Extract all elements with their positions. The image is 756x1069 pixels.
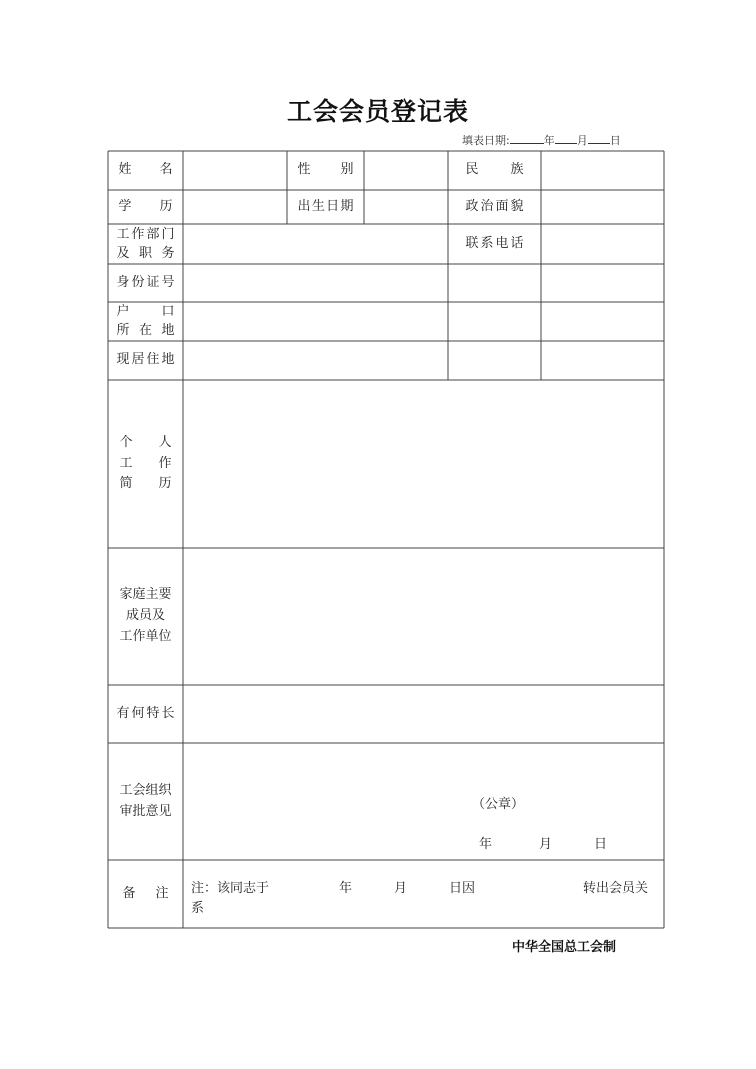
- remarks-year: 年: [339, 881, 353, 896]
- education-input[interactable]: [183, 190, 287, 224]
- approval-year: 年: [479, 837, 493, 852]
- approval-seal: （公章）: [472, 797, 525, 812]
- remarks-transfer: 转出会员关: [583, 881, 649, 896]
- fill-date-month-blank[interactable]: [555, 132, 577, 144]
- label-ethnicity: 民 族: [465, 162, 524, 178]
- label-approval-line2: 审批意见: [119, 803, 172, 819]
- id-number-input[interactable]: [183, 264, 448, 302]
- label-hukou: [108, 302, 183, 341]
- phone-input[interactable]: [541, 224, 664, 264]
- label-residence: 现居住地: [116, 352, 175, 368]
- fill-date-month: 月: [576, 134, 588, 147]
- label-department-line2: 及 职 务: [116, 246, 175, 261]
- label-gender: 性 别: [297, 162, 354, 178]
- gender-input[interactable]: [364, 151, 448, 190]
- label-name: 姓 名: [118, 162, 173, 178]
- remarks-prefix: 注：该同志于: [191, 881, 270, 896]
- label-approval-line1: 工会组织: [119, 782, 172, 798]
- fill-date-day: 日: [609, 134, 621, 147]
- blank-cell-r6c3[interactable]: [448, 341, 541, 380]
- fill-date: [462, 132, 621, 148]
- department-position-input[interactable]: [183, 224, 448, 264]
- label-political-status: 政治面貌: [465, 198, 524, 214]
- political-status-input[interactable]: [541, 190, 664, 224]
- blank-cell-r5c4[interactable]: [541, 302, 664, 341]
- label-birth-date: 出生日期: [297, 198, 354, 214]
- label-family-line2: 成员及: [125, 608, 165, 624]
- label-resume: [108, 380, 183, 548]
- label-resume-line3: 简 历: [119, 476, 172, 492]
- label-family-line3: 工作单位: [119, 628, 172, 644]
- label-family: [108, 548, 183, 685]
- fill-date-label: 填表日期:: [462, 134, 510, 147]
- approval-month: 月: [539, 837, 553, 852]
- fill-date-day-blank[interactable]: [588, 132, 610, 144]
- label-education: 学 历: [118, 198, 173, 214]
- label-approval: [108, 743, 183, 860]
- hukou-input[interactable]: [183, 302, 448, 341]
- label-department-position: [108, 224, 183, 264]
- label-family-line1: 家庭主要: [119, 587, 172, 603]
- label-remarks: 备 注: [122, 885, 169, 901]
- ethnicity-input[interactable]: [541, 151, 664, 190]
- residence-input[interactable]: [183, 341, 448, 380]
- blank-cell-r6c4[interactable]: [541, 341, 664, 380]
- fill-date-year-blank[interactable]: [510, 132, 544, 144]
- fill-date-year: 年: [543, 134, 555, 147]
- label-id-number: 身份证号: [116, 274, 175, 290]
- label-resume-line2: 工 作: [119, 455, 172, 471]
- label-resume-line1: 个 人: [119, 434, 172, 450]
- blank-cell-r4c4[interactable]: [541, 264, 664, 302]
- remarks-day-because: 日因: [449, 881, 476, 896]
- resume-input[interactable]: [183, 380, 664, 548]
- blank-cell-r5c3[interactable]: [448, 302, 541, 341]
- remarks-month: 月: [394, 881, 408, 896]
- remarks-wrap: 系: [191, 901, 205, 916]
- birth-date-input[interactable]: [364, 190, 448, 224]
- label-phone: 联系电话: [465, 235, 524, 251]
- family-input[interactable]: [183, 548, 664, 685]
- form-title: 工会会员登记表: [286, 97, 469, 126]
- skills-input[interactable]: [183, 685, 664, 743]
- approval-input[interactable]: [183, 743, 664, 860]
- label-department-line1: 工作部门: [116, 226, 175, 242]
- name-input[interactable]: [183, 151, 287, 190]
- approval-day: 日: [594, 837, 608, 852]
- label-skills: 有何特长: [116, 705, 175, 721]
- label-hukou-line2: 所 在 地: [116, 322, 175, 338]
- blank-cell-r4c3[interactable]: [448, 264, 541, 302]
- issuer-footer: 中华全国总工会制: [512, 940, 617, 955]
- label-hukou-line1: 户 口: [116, 304, 175, 320]
